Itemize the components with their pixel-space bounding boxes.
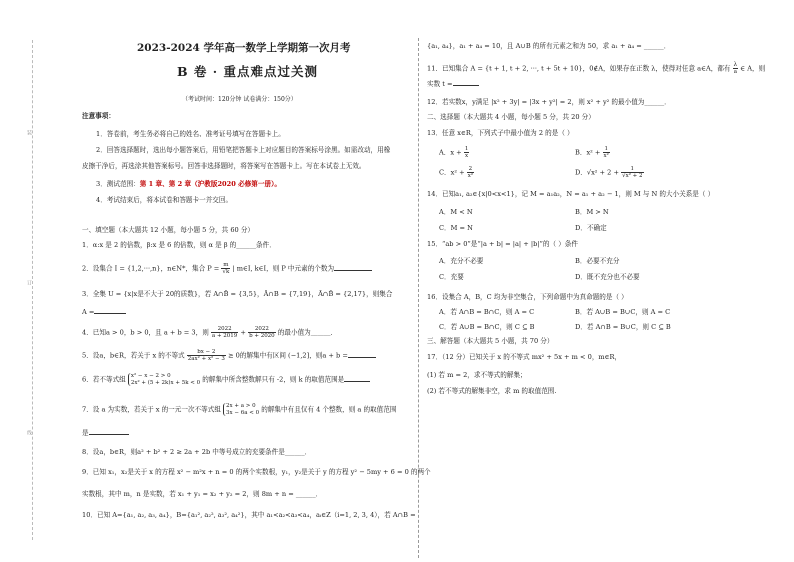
question-4: 4．已知a > 0，b > 0，且 a + b = 3，则 $\frac{2022}{a + 2019}$ + $\frac{2022}{b + 2020}$ 的最小值为______． <box>82 326 338 339</box>
option-a: A．x + $\frac{1}{x}$ <box>439 146 469 159</box>
option-d: D．若 A∩B = B∪C，则 C ⊆ B <box>575 323 671 331</box>
gutter-label: 订 <box>26 280 32 285</box>
question-11: 11．已知集合 A = {t + 1, t + 2, ···, t + 5t + 10}，0∉A，如果存在正数 λ，使得对任意 a∈A，都有 $\frac{\lambda}{a}$ ∈ A，则 <box>427 62 766 75</box>
option-b: B．必要不充分 <box>575 257 620 265</box>
question-3: 3．全集 U = {x|x是不大于 20的质数}，若 A∩B̄ = {3,5}，Ā∩B = {7,19}，Ā∩B̄ = {2,17}，则集合 <box>82 290 393 298</box>
option-d: D．不确定 <box>575 224 607 232</box>
gutter-label: 装 <box>26 130 32 135</box>
question-15: 15．“ab > 0”是“|a + b| = |a| + |b|”的（ ）条件 <box>427 240 578 248</box>
option-c: C．若 A∪B = B∩C，则 C ⊆ B <box>439 323 535 331</box>
question-9: 9．已知 x₁，x₂是关于 x 的方程 x² − m²x + n = 0 的两个实数根，y₁，y₂是关于 y 的方程 y² − 5my + 6 = 0 的两个 <box>82 468 431 476</box>
note-item: 3．测试范围：第 1 章、第 2 章（沪教版2020 必修第一册）。 <box>96 180 281 188</box>
question-12: 12．若实数x，y满足 |x² + 3y| = |3x + y²| = 2，则 x² + y² 的最小值为______． <box>427 98 671 106</box>
question-11-cont: 实数 t = <box>427 79 479 88</box>
option-d: D．既不充分也不必要 <box>575 273 640 281</box>
gutter-label: 线 <box>26 430 32 435</box>
note-item: 皮擦干净后，再选涂其他答案标号。回答非选择题时，将答案写在答题卡上。写在本试卷上无效。 <box>82 162 366 170</box>
question-17-part-2: (2) 若不等式的解集非空，求 m 的取值范围. <box>427 387 557 395</box>
option-b: B．x² + $\frac{1}{\text{x²}}$ <box>575 146 609 159</box>
exam-title: 2023-2024 学年高一数学上学期第一次月考 <box>137 42 351 54</box>
binding-line <box>32 40 33 540</box>
note-item: 2．回答选择题时，选出每小题答案后，用铅笔把答题卡上对应题目的答案标号涂黑。如需改动，用橡 <box>96 146 391 154</box>
question-16: 16．设集合 A，B，C 均为非空集合，下列命题中为真命题的是（ ） <box>427 293 628 301</box>
question-13: 13．任意 x∈R，下列式子中最小值为 2 的是（ ） <box>427 129 574 137</box>
option-a: A．M < N <box>439 208 473 216</box>
question-14: 14．已知a₁, a₂∈{x|0<x<1}，记 M = a₁a₂，N = a₁ + a₂ − 1，则 M 与 N 的大小关系是（ ） <box>427 190 715 198</box>
question-2: 2．设集合 I = {1,2,···,n}，n∈N*，集合 P = $\frac{m}{√k}$ | m∈I, k∈I，则 P 中元素的个数为 <box>82 262 372 275</box>
note-item: 4．考试结束后，将本试卷和答题卡一并交回。 <box>96 196 233 204</box>
section-heading: 三、解答题（本大题共 5 小题，共 70 分） <box>427 337 554 345</box>
option-c: C．充要 <box>439 273 464 281</box>
question-7-cont: 是 <box>82 428 129 437</box>
binding-gutter <box>18 40 48 540</box>
test-scope: 第 1 章、第 2 章（沪教版2020 必修第一册）。 <box>139 180 281 188</box>
question-9-cont: 实数根，其中 m，n 是实数，若 x₁ + y₁ = x₂ + y₂ = 2，则 8m + n = ______． <box>82 490 323 498</box>
exam-meta: （考试时间：120分钟 试卷满分：150分） <box>182 96 297 103</box>
question-3-cont: A = <box>82 307 126 316</box>
notes-heading: 注意事项： <box>82 112 115 120</box>
option-d: D．√x² + 2 + $\frac{1}{\text{√x² + 2}}$ <box>575 166 643 179</box>
option-b: B．M > N <box>575 208 609 216</box>
question-8: 8．设a，b∈R，则a² + b² + 2 ≥ 2a + 2b 中等号成立的充要条件是______． <box>82 448 312 456</box>
question-10-cont: {a₁, a₄}，a₁ + a₄ = 10，且 A∪B 的所有元素之和为 50，求 a₁ + a₄ = ______． <box>427 42 671 50</box>
question-7: 7．设 a 为实数，若关于 x 的一元一次不等式组 2x + a > 0 3x − 6a < 0 的解集中有且仅有 4 个整数，则 a 的取值范围 <box>82 403 397 416</box>
question-17-part-1: (1) 若 m = 2，求不等式的解集； <box>427 371 527 379</box>
exam-subtitle: B 卷 · 重点难点过关测 <box>177 64 318 79</box>
question-10: 10．已知 A={a₁, a₂, a₃, a₄}，B={a₁², a₂², a₃², a₄²}，其中 a₁<a₂<a₃<a₄，aᵢ∈Z（i=1, 2, 3, 4），若 A∩B = <box>82 511 416 519</box>
column-divider <box>418 38 419 558</box>
option-a: A．若 A∩B = B∩C，则 A = C <box>439 308 535 316</box>
question-6: 6．若不等式组 x² − x − 2 > 0 2x² + (5 + 2k)x + 5k < 0 的解集中所含整数解只有 -2，则 k 的取值范围是 <box>82 373 370 386</box>
section-heading: 二、选择题（本大题共 4 小题，每小题 5 分，共 20 分） <box>427 113 595 121</box>
section-heading: 一、填空题（本大题共 12 小题，每小题 5 分，共 60 分） <box>82 226 255 234</box>
note-item: 1．答卷前，考生务必将自己的姓名、准考证号填写在答题卡上。 <box>96 130 285 138</box>
option-b: B．若 A∪B = B∪C，则 A = C <box>575 308 671 316</box>
question-5: 5．设a，b∈R，若关于 x 的不等式 $\frac{bx - 2}{\text{2ax² + x² − 3}}$ ≥ 0的解集中有区间 (−1,2]，则a + b = <box>82 349 376 362</box>
option-a: A．充分不必要 <box>439 257 484 265</box>
question-17: 17．（12 分）已知关于 x 的不等式 mx² + 5x + m < 0，m∈R， <box>427 353 622 361</box>
question-1: 1．α:x 是 2 的倍数，β:x 是 6 的倍数，则 α 是 β 的______条件． <box>82 241 276 249</box>
option-c: C．M = N <box>439 224 473 232</box>
option-c: C．x² + $\frac{2}{\text{x²}}$ <box>439 166 474 179</box>
